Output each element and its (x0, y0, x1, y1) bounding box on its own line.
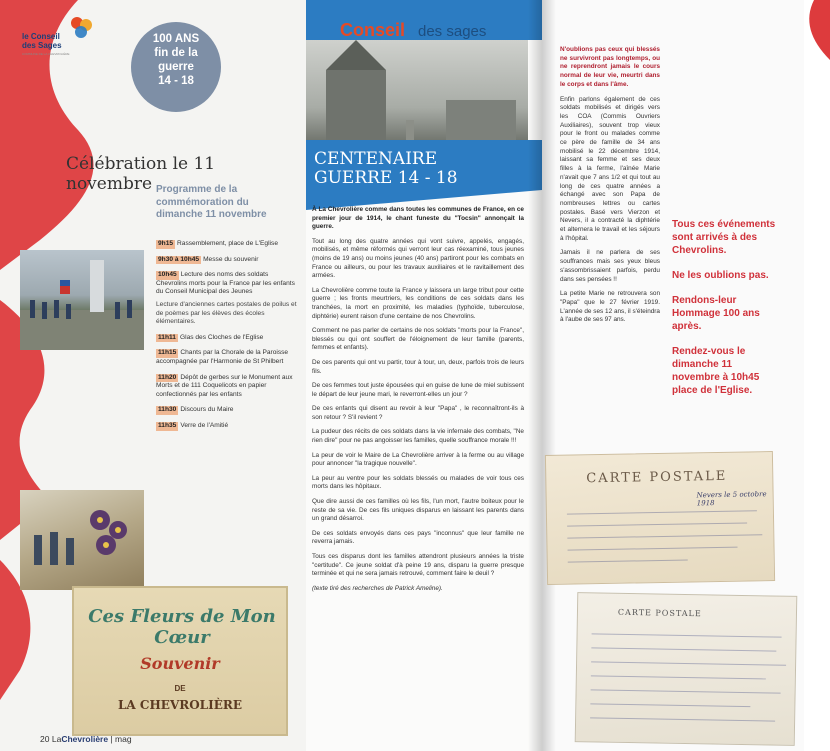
postcard1-date: Nevers le 5 octobre 1918 (696, 490, 767, 508)
handwriting-line (592, 633, 782, 637)
article-paragraph: Tous ces disparus dont les familles attendront plusieurs années la triste "certitude". Ce jeune soldat d'à peine 19 ans, disparu la guerre presque terminée et qui ne sera jamais retrouvé, comment faire le deuil ? (312, 553, 524, 578)
handwriting-line (590, 703, 750, 707)
program-item (156, 271, 298, 327)
handwriting-line (568, 547, 738, 551)
article-paragraph: La peur de voir le Maire de La Chevrolière arriver à la ferme ou au village pour annoncer "la tragique nouvelle". (312, 451, 524, 468)
badge-line4: 14 - 18 (158, 75, 194, 87)
program-desc: Messe du souvenir (203, 255, 259, 263)
program-item (156, 240, 298, 249)
logo-text-line3: COMMUNE DE LA CHEVROLIÈRE (22, 52, 70, 56)
page-footer (40, 734, 132, 744)
article-intro: À La Chevrolière comme dans toutes les communes de France, en ce premier jour de 1914, le chant funeste du "Tocsin" annonçait la guerre. (312, 206, 524, 231)
handwriting-line (591, 647, 776, 651)
footer-brand-bold: Chevrolière (61, 734, 109, 744)
article-paragraph: De ces enfants qui disent au revoir à leur "Papa" , le reconnaîtront-ils à son retour ? S'il revient ? (312, 405, 524, 421)
article-paragraph: La peur au ventre pour les soldats blessés ou malades de voir tous ces morts dans les hôpitaux. (312, 474, 524, 491)
program-time: 9h15 (158, 240, 174, 247)
program-desc: Chants par la Chorale de la Paroisse accompagnée par l'Harmonie de St Philbert (156, 349, 289, 365)
conseil-des-sages-logo (18, 14, 98, 60)
article-paragraph: La Chevrolière comme toute la France y laissera un large tribut pour cette guerre ; les fronts meurtriers, les conditions de ces soldats dans les tranchées, la mort en proximité, les maladies (typhoïde, tuberculose, diphtérie) eurent raison d'une centaine de nos Chevrolins. (312, 286, 524, 320)
callout-line: Rendons-leur Hommage 100 ans après. (672, 295, 760, 332)
souvenir-postcard (72, 586, 288, 736)
program-note: Lecture d'anciennes cartes postales de poilus et de poèmes par les élèves des écoles élémentaires. (156, 300, 297, 326)
badge-line1: 100 ANS (152, 33, 200, 45)
logo-text-line1: le Conseil (22, 32, 60, 41)
header-des-sages: des sages (418, 23, 487, 40)
badge-line2: fin de la (154, 47, 198, 59)
program-desc: Glas des Cloches de l'Eglise (179, 333, 264, 341)
handwriting-line (567, 522, 747, 526)
header-conseil: Conseil (340, 20, 406, 40)
vintage-flower-postcard-photo (20, 490, 144, 590)
program-desc: Discours du Maire (180, 406, 234, 414)
program-item (156, 334, 298, 343)
parade-illustration (20, 250, 144, 350)
souvenir-card-de: DE (174, 684, 186, 693)
edge-ribbon-decoration (804, 0, 830, 751)
program-item (156, 374, 298, 400)
program-desc: Rassemblement, place de L'Eglise (177, 240, 278, 247)
article-paragraph: De ces soldats envoyés dans ces pays "inconnus" que leur famille ne reverra jamais. (312, 529, 524, 546)
article-paragraph: La pudeur des récits de ces soldats dans la vie infernale des combats, "Ne rien dire" pour ne pas angoisser les familles, quelle souffrance morale !!! (312, 428, 524, 445)
program-time: 10h45 (158, 271, 177, 279)
program-time: 11h20 (158, 373, 177, 381)
centenaire-title-line2: GUERRE 14 - 18 (314, 168, 458, 188)
handwriting-line (567, 534, 762, 538)
program-time: 11h11 (158, 333, 176, 341)
callout-line: Ne les oublions pas. (672, 270, 769, 281)
handwriting-line (590, 717, 775, 721)
program-item (156, 406, 298, 415)
program-time: 11h15 (158, 349, 177, 357)
program-item (156, 422, 298, 431)
callout-block (672, 218, 782, 409)
article-paragraph: Comment ne pas parler de certains de nos soldats "morts pour la France", blessés ou qui ont souffert de l'éloignement de leur famille (parents, femmes et enfants). (312, 327, 524, 352)
parade-photo (20, 250, 144, 350)
handwritten-postcard-1 (545, 451, 775, 585)
program-list (156, 240, 298, 438)
celebration-title: Célébration le 11 novembre (66, 154, 216, 194)
footer-brand-suffix: | mag (110, 734, 132, 744)
article-paragraph: Que dire aussi de ces familles où les fils, l'un mort, l'autre boiteux pour le reste de sa vie. De ces fils uniques disparus en laissant les parents dans un grand désarroi. (312, 498, 524, 523)
program-time: 9h30 à 10h45 (158, 255, 200, 263)
program-desc: Dépôt de gerbes sur le Monument aux Morts et de 111 Coquelicots en papier confectionnés par les enfants (156, 373, 293, 398)
article-paragraph: De ces femmes tout juste épousées qui en guise de lune de miel subissent le départ de leur jeune mari, le reverront-elles un jour ? (312, 382, 524, 398)
handwriting-line (591, 689, 781, 693)
article-paragraph: De ces parents qui ont vu partir, tour à tour, un, deux, parfois trois de leurs fils. (312, 358, 524, 375)
right-paragraph: Jamais il ne parlera de ses souffrances mais ses yeux bleus s'assombrissaient parfois, perdu dans ses pensées !! (560, 249, 660, 283)
page-edge (804, 0, 830, 751)
handwriting-line (567, 510, 757, 514)
postcard2-title: CARTE POSTALE (617, 607, 702, 619)
page-number: 20 (40, 734, 50, 744)
callout-line: Rendez-vous le dimanche 11 novembre à 10h45 place de l'Eglise. (672, 346, 760, 396)
handwriting-line (568, 560, 688, 563)
logo-text-line2: des Sages (22, 41, 62, 50)
souvenir-card-subtitle: Souvenir (140, 654, 220, 673)
program-desc: Verre de l'Amitié (180, 421, 229, 429)
handwriting-line (591, 675, 766, 679)
postcard1-title: CARTE POSTALE (586, 468, 728, 487)
centenaire-title-line1: CENTENAIRE (314, 149, 438, 169)
handwriting-line (591, 661, 786, 665)
program-time: 11h30 (158, 406, 177, 414)
anniversary-badge (131, 22, 221, 112)
handwritten-postcard-2 (575, 592, 798, 746)
right-article-column (560, 46, 660, 331)
logo-emblem-icon (68, 14, 94, 40)
souvenir-card-place: LA CHEVROLIÈRE (117, 698, 242, 712)
program-item (156, 256, 298, 265)
footer-brand-light: La (51, 734, 62, 744)
article-paragraph: Tout au long des quatre années qui vont suivre, appelés, engagés, mobilisés, et même réformés qui verront leur cas réexaminé, tous jeunes (moins de 19 ans) ou moins jeunes (40 ans) partiront pour les combats en France ou ailleurs, ou pour les travaux auxiliaires et le ravitaillement des armées. (312, 237, 524, 280)
program-time: 11h35 (158, 421, 177, 429)
souvenir-card-title: Ces Fleurs de Mon Cœur (88, 606, 276, 648)
left-page (0, 0, 306, 751)
callout-line: Tous ces événements sont arrivés à des Chevrolins. (672, 219, 776, 256)
pansies-illustration (20, 490, 144, 590)
right-red-paragraph: N'oublions pas ceux qui blessés ne survivront pas longtemps, ou ne reprendront jamais le cours normal de leur vie, meurtri dans le corps et dans l'âme. (560, 46, 660, 88)
article-source: (texte tiré des recherches de Patrick Ameline). (312, 584, 443, 592)
centenaire-title (314, 150, 458, 188)
program-title: Programme de la commémoration du dimanche 11 novembre (156, 184, 267, 220)
program-item (156, 349, 298, 366)
right-paragraph: La petite Marie ne retrouvera son "Papa" que le 27 février 1919. L'année de ses 12 ans, il s'éteindra à l'aube de ses 97 ans. (560, 290, 660, 324)
article-body (312, 206, 524, 599)
right-paragraph: Enfin parlons également de ces soldats mobilisés et dirigés vers les COA (Commis Ouvriers Auxiliaires), souvent trop vieux pour le front ou malades comme ce père de famille de 34 ans mobilisé le 22 décembre 1914, laissant sa femme et ses deux filles à la ferme, l'aînée Marie n'avait que 7 ans 1/2 et qui tout au long de ces quatre années a échangé avec son Papa de nombreuses lettres ou cartes postales. Basé vers Vierzon et Nevers, il a contracté la diphtérie et alternera le travail et les séjours à l'hôpital. (560, 95, 660, 242)
program-desc: Lecture des noms des soldats Chevrolins morts pour la France par les enfants du Conseil Municipal des Jeunes (156, 271, 295, 296)
badge-line3: guerre (158, 61, 194, 73)
